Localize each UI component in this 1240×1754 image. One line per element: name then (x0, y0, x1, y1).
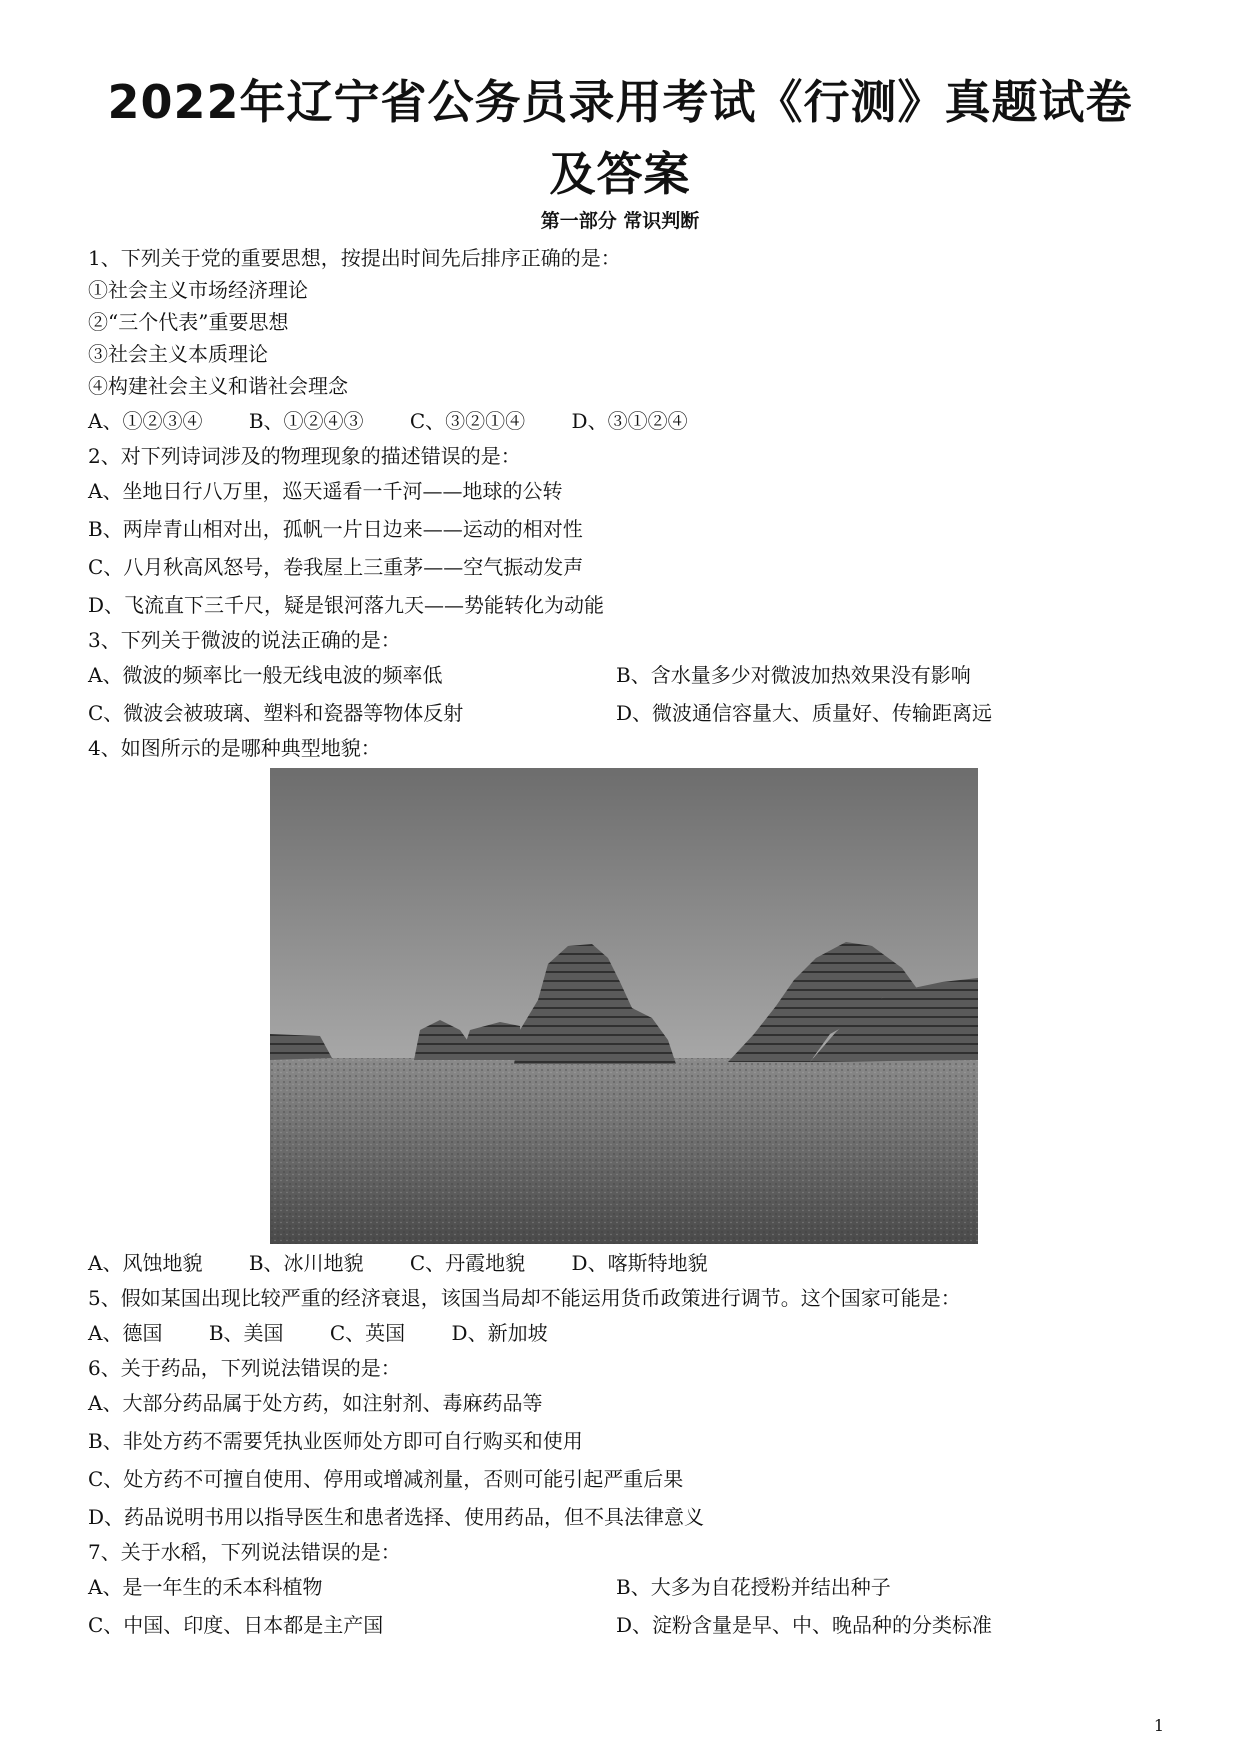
option-d: D、新加坡 (451, 1321, 548, 1345)
option-a: A、德国 (88, 1321, 163, 1345)
page-number: 1 (1153, 1716, 1164, 1735)
question-1-stem: 1、下列关于党的重要思想，按提出时间先后排序正确的是： (88, 246, 621, 270)
question-6-stem: 6、关于药品，下列说法错误的是： (88, 1356, 401, 1380)
question-3-stem: 3、下列关于微波的说法正确的是： (88, 628, 401, 652)
question-7-options-row (88, 1606, 1168, 1644)
option-b: B、大多为自花授粉并结出种子 (616, 1575, 891, 1599)
option-c: C、中国、印度、日本都是主产国 (88, 1613, 384, 1637)
question-3-options-row (88, 694, 1168, 732)
question-5-stem: 5、假如某国出现比较严重的经济衰退，该国当局却不能运用货币政策进行调节。这个国家可能是： (88, 1286, 961, 1310)
option-b: B、冰川地貌 (248, 1251, 364, 1275)
option-c: C、丹霞地貌 (409, 1251, 526, 1275)
question-list (88, 242, 1168, 1644)
option-a: A、微波的频率比一般无线电波的频率低 (88, 663, 443, 687)
landform-photo (270, 768, 978, 1244)
question-5-options (88, 1314, 1168, 1352)
option-b: B、两岸青山相对出，孤帆一片日边来——运动的相对性 (88, 517, 583, 541)
option-b: B、含水量多少对微波加热效果没有影响 (616, 663, 971, 687)
option-d: D、喀斯特地貌 (571, 1251, 708, 1275)
option-a: A、坐地日行八万里，巡天遥看一千河——地球的公转 (88, 479, 563, 503)
option-d: D、淀粉含量是早、中、晚品种的分类标准 (616, 1613, 993, 1637)
option-d: D、③①②④ (571, 409, 688, 433)
question-1-item: ②“三个代表”重要思想 (88, 310, 289, 334)
question-4-options (88, 1244, 1168, 1282)
question-7-options-row (88, 1568, 1168, 1606)
question-7-stem: 7、关于水稻，下列说法错误的是： (88, 1540, 401, 1564)
option-c: C、处方药不可擅自使用、停用或增减剂量，否则可能引起严重后果 (88, 1467, 684, 1491)
option-b: B、非处方药不需要凭执业医师处方即可自行购买和使用 (88, 1429, 583, 1453)
option-a: A、大部分药品属于处方药，如注射剂、毒麻药品等 (88, 1391, 543, 1415)
question-4-stem: 4、如图所示的是哪种典型地貌： (88, 736, 381, 760)
option-a: A、风蚀地貌 (88, 1251, 203, 1275)
question-1-item: ①社会主义市场经济理论 (88, 278, 308, 302)
question-3-options-row (88, 656, 1168, 694)
option-d: D、飞流直下三千尺，疑是银河落九天——势能转化为动能 (88, 593, 605, 617)
option-a: A、是一年生的禾本科植物 (88, 1575, 323, 1599)
option-d: D、微波通信容量大、质量好、传输距离远 (616, 701, 993, 725)
option-c: C、③②①④ (409, 409, 526, 433)
question-1-options (88, 402, 1168, 440)
option-a: A、①②③④ (88, 409, 203, 433)
option-c: C、英国 (329, 1321, 406, 1345)
question-2-stem: 2、对下列诗词涉及的物理现象的描述错误的是： (88, 444, 521, 468)
question-1-item: ④构建社会主义和谐社会理念 (88, 374, 348, 398)
option-b: B、美国 (208, 1321, 284, 1345)
section-heading: 第一部分 常识判断 (540, 210, 700, 232)
document-title: 2022年辽宁省公务员录用考试《行测》真题试卷 (107, 75, 1133, 129)
option-d: D、药品说明书用以指导医生和患者选择、使用药品，但不具法律意义 (88, 1505, 705, 1529)
option-b: B、①②④③ (248, 409, 364, 433)
option-c: C、微波会被玻璃、塑料和瓷器等物体反射 (88, 701, 464, 725)
option-c: C、八月秋高风怒号，卷我屋上三重茅——空气振动发声 (88, 555, 584, 579)
question-1-item: ③社会主义本质理论 (88, 342, 268, 366)
document-title-continued: 及答案 (549, 147, 691, 201)
